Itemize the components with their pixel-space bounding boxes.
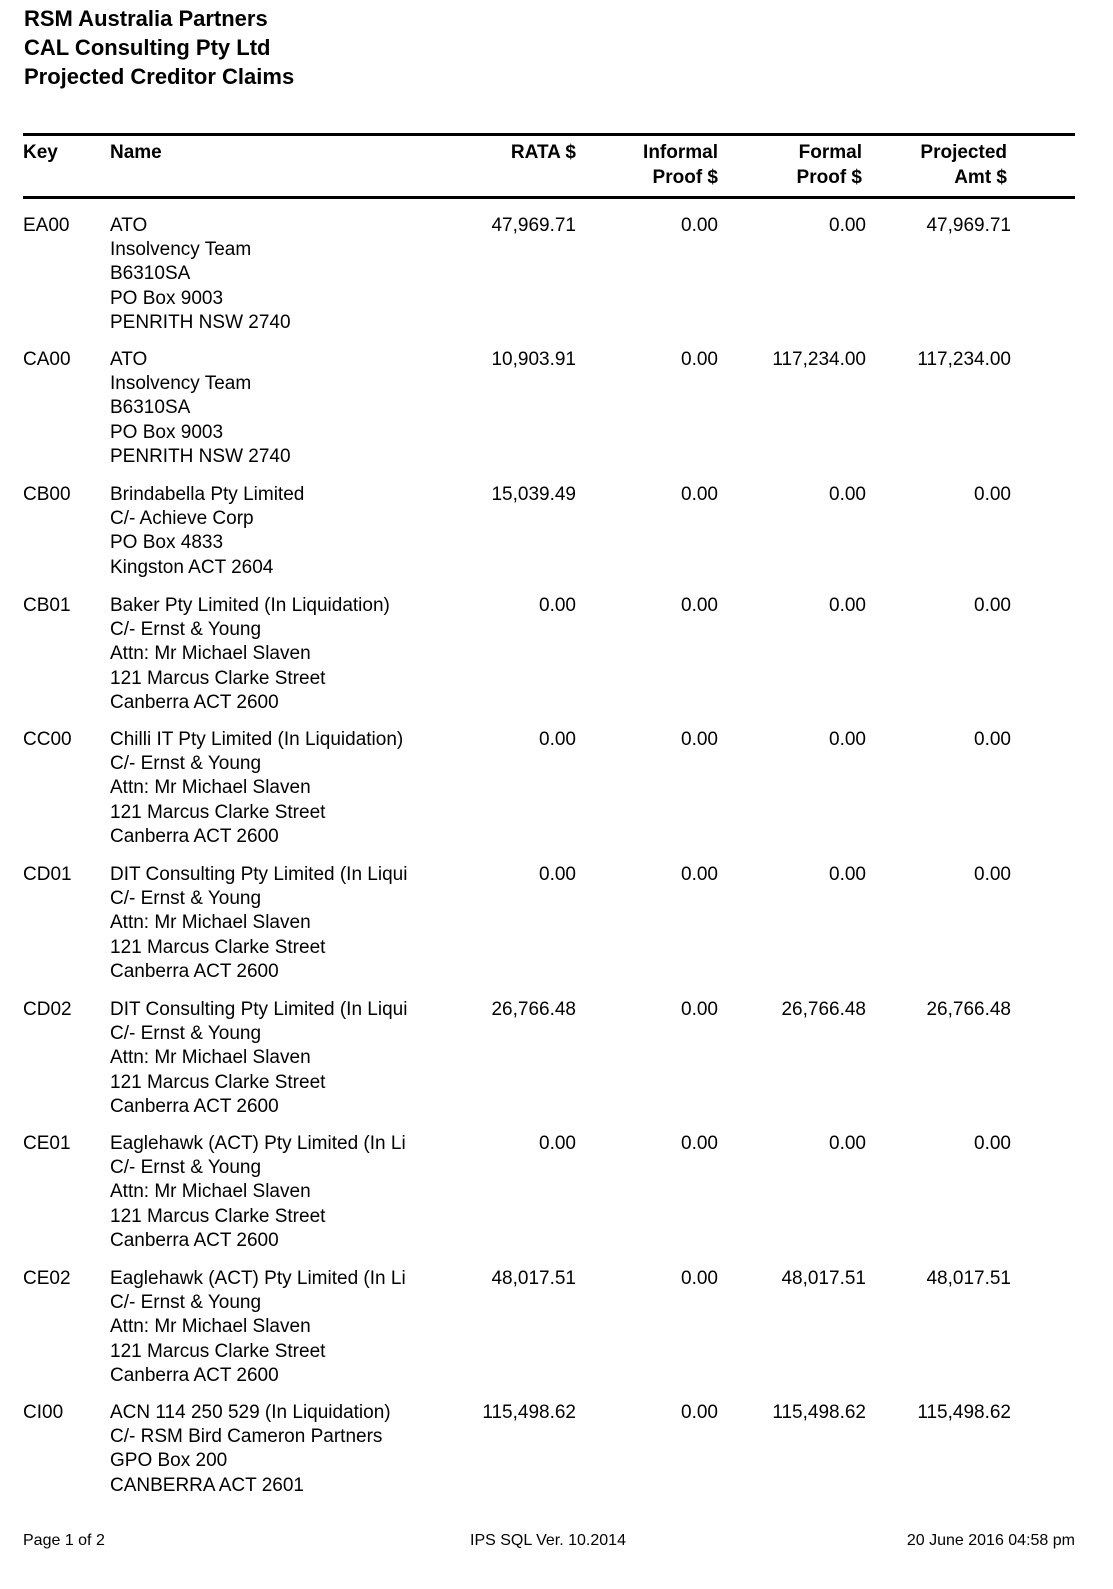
projected-amount: 47,969.71 — [926, 215, 1011, 236]
rata-amount: 115,498.62 — [482, 1402, 576, 1423]
projected-amount: 0.00 — [974, 864, 1011, 885]
projected-amount: 0.00 — [974, 484, 1011, 505]
creditor-address-line: Insolvency Team — [110, 239, 252, 261]
creditor-address-line: B6310SA — [110, 263, 191, 285]
creditor-address-line: Attn: Mr Michael Slaven — [110, 777, 311, 799]
creditor-address-line: C/- Achieve Corp — [110, 508, 254, 530]
creditor-name-address — [110, 348, 440, 469]
col-projected-line1: Projected — [920, 142, 1007, 163]
creditor-address-line: Attn: Mr Michael Slaven — [110, 1181, 311, 1203]
software-version: IPS SQL Ver. 10.2014 — [470, 1532, 626, 1549]
informal-amount: 0.00 — [681, 484, 718, 505]
creditor-address-line: GPO Box 200 — [110, 1450, 228, 1472]
creditor-key: CE01 — [23, 1133, 71, 1154]
rata-amount: 26,766.48 — [491, 999, 576, 1020]
creditor-name-address — [110, 1132, 440, 1253]
creditor-address-line: Insolvency Team — [110, 373, 252, 395]
informal-amount: 0.00 — [681, 864, 718, 885]
creditor-key: CB01 — [23, 595, 71, 616]
creditor-address-line: Attn: Mr Michael Slaven — [110, 912, 311, 934]
col-formal-line1: Formal — [798, 142, 862, 163]
col-name-header: Name — [110, 142, 162, 163]
creditor-address-line: 121 Marcus Clarke Street — [110, 936, 326, 958]
creditor-key: CA00 — [23, 349, 71, 370]
rata-amount: 10,903.91 — [491, 349, 576, 370]
creditor-address-line: Canberra ACT 2600 — [110, 960, 279, 982]
creditor-name-address — [110, 998, 440, 1119]
creditor-address-line: Kingston ACT 2604 — [110, 556, 274, 578]
formal-amount: 115,498.62 — [772, 1402, 866, 1423]
informal-amount: 0.00 — [681, 1268, 718, 1289]
formal-amount: 117,234.00 — [772, 349, 866, 370]
creditor-address-line: 121 Marcus Clarke Street — [110, 1205, 326, 1227]
creditor-address-line: Canberra ACT 2600 — [110, 1229, 279, 1251]
informal-amount: 0.00 — [681, 349, 718, 370]
creditor-name-address — [110, 594, 440, 715]
creditor-address-line: Canberra ACT 2600 — [110, 825, 279, 847]
informal-amount: 0.00 — [681, 729, 718, 750]
formal-amount: 0.00 — [829, 484, 866, 505]
creditor-address-line: PENRITH NSW 2740 — [110, 445, 291, 467]
formal-amount: 0.00 — [829, 595, 866, 616]
formal-amount: 0.00 — [829, 729, 866, 750]
col-informal-line2: Proof $ — [652, 167, 718, 188]
creditor-address-line: 121 Marcus Clarke Street — [110, 667, 326, 689]
creditor-address-line: B6310SA — [110, 397, 191, 419]
creditor-key: CC00 — [23, 729, 72, 750]
creditor-address-line: C/- Ernst & Young — [110, 753, 262, 775]
col-projected-line2: Amt $ — [954, 167, 1007, 188]
creditor-address-line: 121 Marcus Clarke Street — [110, 1340, 326, 1362]
creditor-name-address — [110, 483, 440, 580]
col-key-header: Key — [23, 142, 58, 163]
report-title: Projected Creditor Claims — [24, 64, 295, 89]
creditor-name-address — [110, 1267, 440, 1388]
creditor-address-line: Canberra ACT 2600 — [110, 1095, 279, 1117]
creditor-name-address — [110, 214, 440, 335]
rata-amount: 48,017.51 — [491, 1268, 576, 1289]
col-rata-header: RATA $ — [510, 142, 576, 163]
creditor-address-line: C/- Ernst & Young — [110, 1157, 262, 1179]
rata-amount: 0.00 — [539, 729, 576, 750]
projected-amount: 48,017.51 — [926, 1268, 1011, 1289]
creditor-address-line: 121 Marcus Clarke Street — [110, 801, 326, 823]
creditor-address-line: PENRITH NSW 2740 — [110, 311, 291, 333]
creditor-name-address — [110, 728, 440, 849]
creditor-name: Baker Pty Limited (In Liquidation) — [110, 595, 390, 616]
company-name: CAL Consulting Pty Ltd — [24, 35, 271, 60]
creditor-key: EA00 — [23, 215, 70, 236]
creditor-address-line: PO Box 4833 — [110, 532, 224, 554]
creditor-name: DIT Consulting Pty Limited (In Liqui — [110, 999, 408, 1020]
projected-amount: 0.00 — [974, 1133, 1011, 1154]
creditor-name: DIT Consulting Pty Limited (In Liqui — [110, 864, 408, 885]
informal-amount: 0.00 — [681, 595, 718, 616]
creditor-address-line: 121 Marcus Clarke Street — [110, 1071, 326, 1093]
creditor-key: CD02 — [23, 999, 72, 1020]
formal-amount: 0.00 — [829, 864, 866, 885]
firm-name: RSM Australia Partners — [24, 6, 268, 31]
rata-amount: 47,969.71 — [491, 215, 576, 236]
col-informal-line1: Informal — [643, 142, 718, 163]
formal-amount: 48,017.51 — [781, 1268, 866, 1289]
creditor-address-line: C/- Ernst & Young — [110, 619, 262, 641]
informal-amount: 0.00 — [681, 215, 718, 236]
creditor-address-line: PO Box 9003 — [110, 421, 224, 443]
creditor-address-line: C/- Ernst & Young — [110, 1292, 262, 1314]
creditor-key: CD01 — [23, 864, 72, 885]
creditor-address-line: CANBERRA ACT 2601 — [110, 1474, 304, 1496]
projected-amount: 0.00 — [974, 595, 1011, 616]
creditor-address-line: C/- RSM Bird Cameron Partners — [110, 1426, 383, 1448]
creditor-key: CB00 — [23, 484, 71, 505]
page-number: Page 1 of 2 — [23, 1532, 105, 1549]
creditor-name: Chilli IT Pty Limited (In Liquidation) — [110, 729, 404, 750]
creditor-key: CE02 — [23, 1268, 71, 1289]
informal-amount: 0.00 — [681, 1133, 718, 1154]
creditor-name-address — [110, 863, 440, 984]
col-formal-line2: Proof $ — [796, 167, 862, 188]
creditor-address-line: PO Box 9003 — [110, 287, 224, 309]
projected-amount: 26,766.48 — [926, 999, 1011, 1020]
projected-amount: 115,498.62 — [917, 1402, 1011, 1423]
projected-amount: 0.00 — [974, 729, 1011, 750]
formal-amount: 0.00 — [829, 1133, 866, 1154]
creditor-address-line: Attn: Mr Michael Slaven — [110, 1047, 311, 1069]
rata-amount: 0.00 — [539, 1133, 576, 1154]
creditor-name: Eaglehawk (ACT) Pty Limited (In Li — [110, 1133, 406, 1154]
creditor-name: ACN 114 250 529 (In Liquidation) — [110, 1402, 391, 1423]
creditor-name: Brindabella Pty Limited — [110, 484, 305, 505]
creditor-name: Eaglehawk (ACT) Pty Limited (In Li — [110, 1268, 406, 1289]
informal-amount: 0.00 — [681, 1402, 718, 1423]
creditor-address-line: Attn: Mr Michael Slaven — [110, 1316, 311, 1338]
projected-amount: 117,234.00 — [917, 349, 1011, 370]
creditor-address-line: Canberra ACT 2600 — [110, 691, 279, 713]
creditor-address-line: C/- Ernst & Young — [110, 888, 262, 910]
creditor-name: ATO — [110, 215, 148, 236]
creditor-key: CI00 — [23, 1402, 64, 1423]
formal-amount: 0.00 — [829, 215, 866, 236]
rata-amount: 0.00 — [539, 864, 576, 885]
creditor-address-line: Attn: Mr Michael Slaven — [110, 643, 311, 665]
rata-amount: 15,039.49 — [491, 484, 576, 505]
formal-amount: 26,766.48 — [781, 999, 866, 1020]
creditor-address-line: C/- Ernst & Young — [110, 1023, 262, 1045]
informal-amount: 0.00 — [681, 999, 718, 1020]
creditor-address-line: Canberra ACT 2600 — [110, 1364, 279, 1386]
creditor-name-address — [110, 1401, 440, 1498]
creditor-name: ATO — [110, 349, 148, 370]
rata-amount: 0.00 — [539, 595, 576, 616]
print-timestamp: 20 June 2016 04:58 pm — [906, 1532, 1075, 1549]
